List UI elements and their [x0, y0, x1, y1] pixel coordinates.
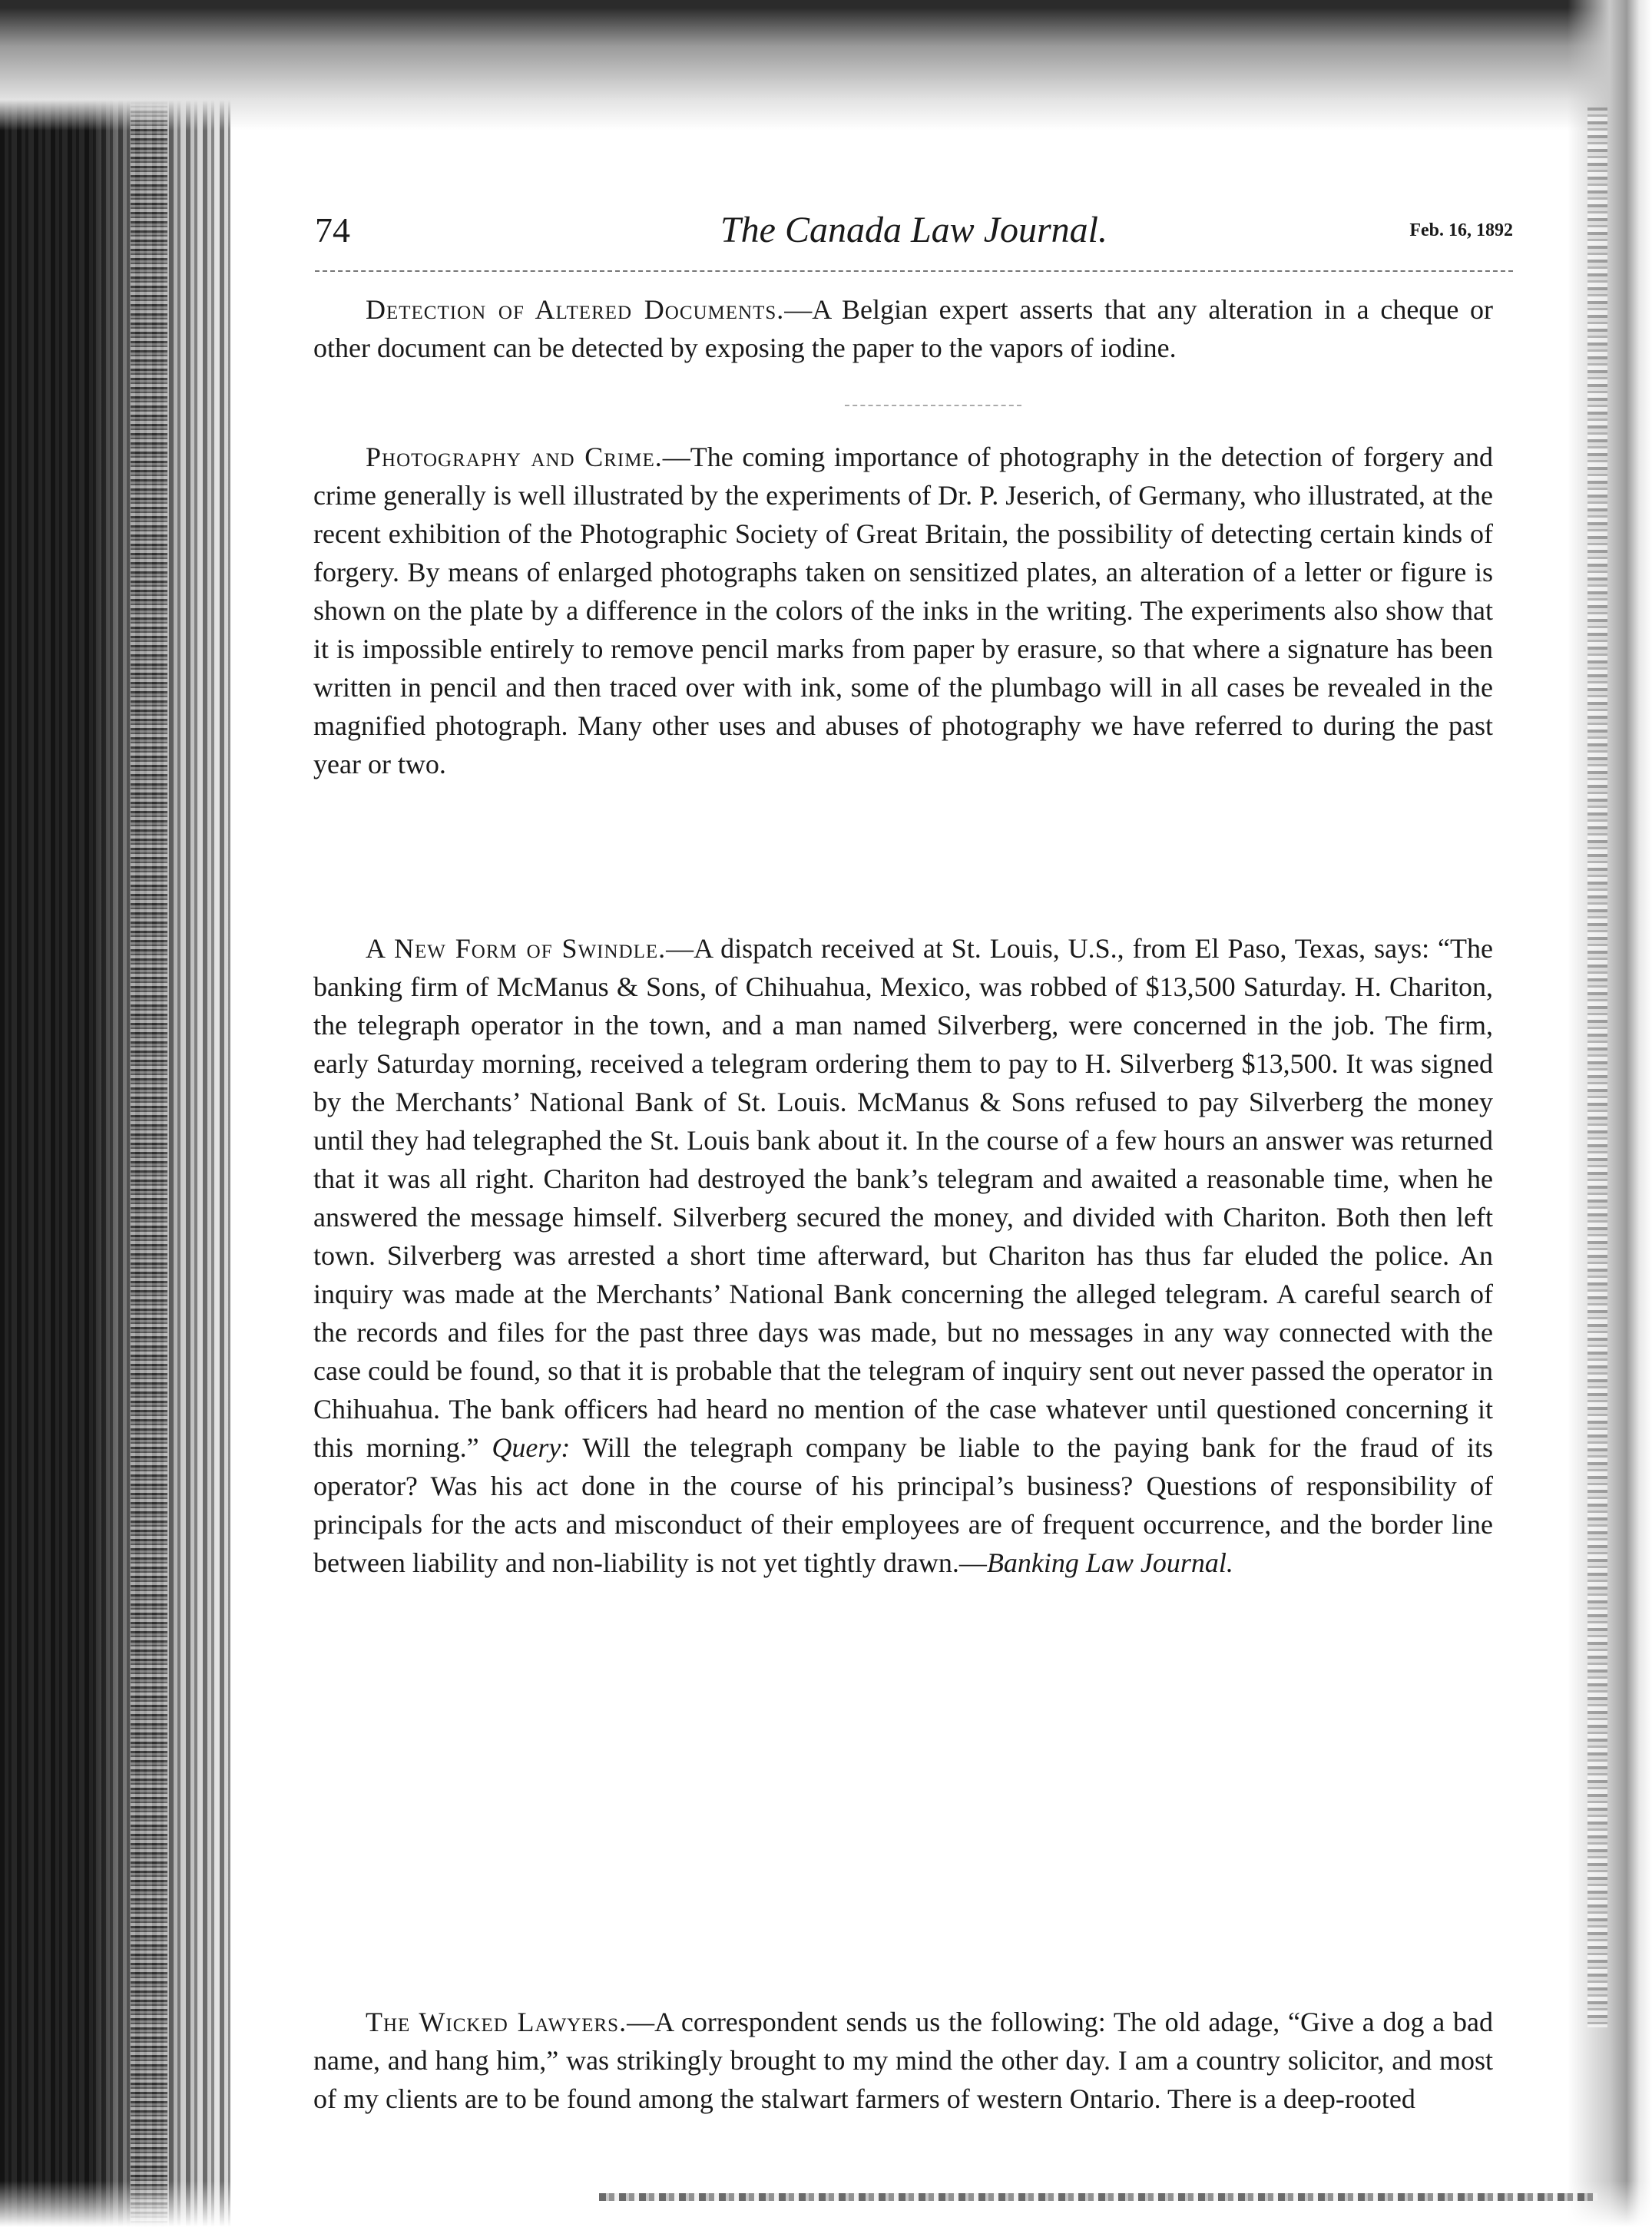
article-altered-documents — [313, 290, 1493, 367]
article-new-swindle — [313, 929, 1493, 1582]
article-heading: The Wicked Lawyers. — [366, 2007, 627, 2037]
article-separator — [845, 405, 1021, 406]
article-paragraph — [313, 2003, 1493, 2118]
article-heading: A New Form of Swindle. — [366, 933, 667, 964]
article-paragraph — [313, 438, 1493, 783]
page-header — [315, 207, 1513, 261]
article-body: —A Belgian expert asserts that any alteration in a cheque or other document can be detected by exposing the paper to the vapors of iodine. — [313, 294, 1493, 363]
article-paragraph — [313, 290, 1493, 367]
article-body: —A correspondent sends us the following: The old adage, “Give a dog a bad name, and hang him,” was strikingly brought to my mind the other day. I am a country solicitor, and most of my clients are to be found among the stalwart farmers of western Ontario. There is a deep-rooted — [313, 2007, 1493, 2114]
source-citation: Banking Law Journal. — [986, 1547, 1233, 1578]
article-paragraph — [313, 929, 1493, 1582]
query-label: Query: — [492, 1432, 571, 1463]
page-number: 74 — [315, 210, 350, 250]
article-heading: Photography and Crime. — [366, 442, 663, 472]
article-body: —A dispatch received at St. Louis, U.S., from El Paso, Texas, says: “The banking firm of McManus & Sons, of Chihuahua, Mexico, was robbed of $13,500 Saturday. H. Chariton, the telegraph operator in the town, and a man named Silverberg, were concerned in the job. The firm, early Saturday morning, received a telegram ordering them to pay to H. Silverberg $13,500. It was signed by the Merchants’ National Bank of St. Louis. McManus & Sons refused to pay Silverberg the money until they had telegraphed the St. Louis bank about it. In the course of a few hours an answer was returned that it was all right. Chariton had destroyed the bank’s telegram and awaited a reasonable time, when he answered the message himself. Silverberg secured the money, and divided with Chariton. Both then left town. Silverberg was arrested a short time afterward, but Chariton has thus far eluded the police. An inquiry was made at the Merchants’ National Bank concerning the alleged telegram. A careful search of the records and files for the past three days was made, but no messages in any way connected with the case could be found, so that it is probable that the telegram of inquiry sent out never passed the operator in Chihuahua. The bank officers had heard no mention of the case whatever until questioned concerning it this morning.” — [313, 933, 1493, 1463]
issue-date: Feb. 16, 1892 — [1409, 220, 1513, 240]
article-heading: Detection of Altered Documents. — [366, 294, 785, 325]
header-rule — [315, 270, 1513, 272]
article-body: —The coming importance of photography in the detection of forgery and crime generally is well illustrated by the experiments of Dr. P. Jeserich, of Germany, who illustrated, at the recent exhibition of the Photographic Society of Great Britain, the possibility of detecting certain kinds of forgery. By means of enlarged photographs taken on sensitized plates, an alteration of a letter or figure is shown on the plate by a difference in the colors of the inks in the writing. The experiments also show that it is impossible entirely to remove pencil marks from paper by erasure, so that where a signature has been written in pencil and then traced over with ink, some of the plumbago will in all cases be revealed in the magnified photograph. Many other uses and abuses of photography we have referred to during the past year or two. — [313, 442, 1493, 779]
article-photography-crime — [313, 438, 1493, 783]
article-wicked-lawyers — [313, 2003, 1493, 2118]
running-title: The Canada Law Journal. — [720, 210, 1108, 250]
query-text: Will the telegraph company be liable to the paying bank for the fraud of its operator? Was his act done in the course of his principal’s business? Questions of responsibility of principals for the acts and misconduct of their employees are of frequent occurrence, and the border line between liability and non-liability is not yet tightly drawn.— — [313, 1432, 1494, 1578]
